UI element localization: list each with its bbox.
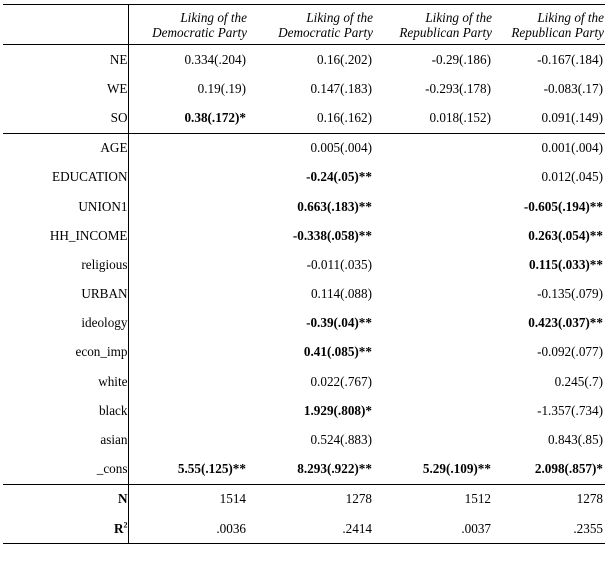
table-cell	[128, 396, 248, 425]
row-label	[3, 455, 128, 485]
row-label-text: WE	[106, 80, 128, 96]
row-label-text: SO	[110, 109, 128, 125]
row-label	[3, 45, 128, 75]
column-header	[493, 5, 605, 45]
table-cell: 0.022(.767)	[310, 373, 372, 389]
table-cell: 8.293(.922)**	[248, 455, 374, 485]
column-header-line1: Liking of the	[306, 10, 373, 25]
row-label-text: R	[113, 520, 124, 536]
table-cell: -0.29(.186)	[431, 51, 491, 67]
row-label	[3, 192, 128, 221]
column-header-line2: Democratic Party	[152, 25, 247, 40]
table-cell: 0.001(.004)	[541, 140, 603, 156]
row-label-text: _cons	[96, 461, 128, 477]
regression-table	[3, 4, 605, 544]
row-label-text: white	[98, 373, 128, 389]
table-cell: 1278	[345, 491, 372, 507]
table-row	[3, 133, 605, 163]
table-cell	[128, 309, 248, 338]
table-cell: 1.929(.808)*	[303, 402, 372, 418]
table-row	[3, 163, 605, 192]
table-cell	[128, 221, 248, 250]
table-cell	[374, 163, 493, 192]
row-label-text: econ_imp	[75, 344, 128, 360]
column-header-line1: Liking of the	[537, 10, 604, 25]
header-stub	[3, 5, 128, 45]
row-label-text: NE	[109, 51, 128, 67]
table-cell: 5.29(.109)**	[374, 455, 493, 485]
table-cell	[128, 192, 248, 221]
table-row	[3, 309, 605, 338]
table-cell: 0.19(.19)	[197, 80, 246, 96]
row-label-text: asian	[100, 432, 128, 448]
row-label	[3, 74, 128, 103]
table-cell: 0.018(.152)	[374, 103, 493, 133]
column-header	[128, 5, 248, 45]
column-header-line2: Democratic Party	[278, 25, 373, 40]
row-label-text: N	[117, 491, 128, 507]
table-cell: 0.38(.172)*	[128, 103, 248, 133]
table-cell: 1278	[576, 491, 603, 507]
row-label-text: URBAN	[81, 286, 128, 302]
table-cell: 0.843(.85)	[548, 432, 603, 448]
table-cell: -0.24(.05)**	[306, 169, 372, 185]
table-cell	[128, 367, 248, 396]
table-cell: -0.605(.194)**	[523, 198, 603, 214]
table-cell: -0.135(.079)	[537, 286, 603, 302]
table-cell: 0.524(.883)	[310, 432, 372, 448]
table-cell: 0.41(.085)**	[303, 344, 372, 360]
table-cell: .2414	[248, 514, 374, 544]
table-row	[3, 484, 605, 514]
table-cell: 0.114(.088)	[310, 286, 372, 302]
table-row	[3, 425, 605, 454]
table-cell: 0.115(.033)**	[529, 256, 603, 272]
row-label-text: religious	[81, 256, 128, 272]
row-label	[3, 309, 128, 338]
table-cell: 0.005(.004)	[310, 140, 372, 156]
table-row	[3, 192, 605, 221]
table-cell: .0037	[374, 514, 493, 544]
table-cell: 5.55(.125)**	[128, 455, 248, 485]
table-cell: 0.263(.054)**	[528, 227, 603, 243]
table-cell: -0.083(.17)	[543, 80, 603, 96]
table-row	[3, 514, 605, 544]
table-cell: -0.011(.035)	[306, 256, 372, 272]
column-header	[374, 5, 493, 45]
table-row	[3, 103, 605, 133]
row-label	[3, 425, 128, 454]
table-cell: -0.167(.184)	[537, 51, 603, 67]
table-row	[3, 45, 605, 75]
row-label-text: EDUCATION	[52, 169, 128, 185]
table-cell	[128, 163, 248, 192]
table-row	[3, 338, 605, 367]
table-cell	[128, 133, 248, 163]
row-label-text: AGE	[100, 140, 128, 156]
table-cell	[374, 425, 493, 454]
table-body	[3, 45, 605, 544]
table-cell: 0.012(.045)	[541, 169, 603, 185]
table-cell: .0036	[128, 514, 248, 544]
table-cell: -0.338(.058)**	[292, 227, 372, 243]
table-row	[3, 250, 605, 279]
row-label	[3, 338, 128, 367]
table-cell: -0.092(.077)	[537, 344, 603, 360]
row-label	[3, 250, 128, 279]
row-label	[3, 484, 128, 514]
table-cell	[374, 221, 493, 250]
table-cell: .2355	[493, 514, 605, 544]
table-cell: -1.357(.734)	[537, 402, 603, 418]
table-cell	[374, 396, 493, 425]
table-cell	[128, 425, 248, 454]
row-label	[3, 396, 128, 425]
table-cell	[374, 250, 493, 279]
column-header-line2: Republican Party	[399, 25, 492, 40]
table-cell: 0.663(.183)**	[297, 198, 372, 214]
table-cell	[374, 367, 493, 396]
column-header	[248, 5, 374, 45]
row-label-text: UNION1	[78, 198, 128, 214]
row-label	[3, 367, 128, 396]
table-cell: 0.16(.202)	[317, 51, 372, 67]
table-cell: 0.423(.037)**	[528, 315, 603, 331]
table-cell	[128, 338, 248, 367]
row-label	[3, 221, 128, 250]
table-row	[3, 455, 605, 485]
row-label-text: ideology	[81, 315, 128, 331]
row-label-text: black	[98, 402, 128, 418]
table-row	[3, 280, 605, 309]
table-row	[3, 367, 605, 396]
table-cell	[374, 309, 493, 338]
table-cell: 2.098(.857)*	[493, 455, 605, 485]
table-cell	[128, 280, 248, 309]
column-header-line1: Liking of the	[180, 10, 247, 25]
row-label	[3, 103, 128, 133]
row-label	[3, 280, 128, 309]
row-label	[3, 133, 128, 163]
table-cell: 1512	[464, 491, 491, 507]
table-cell: 0.091(.149)	[493, 103, 605, 133]
column-header-line1: Liking of the	[425, 10, 492, 25]
table-cell	[374, 280, 493, 309]
table-cell: -0.39(.04)**	[306, 315, 372, 331]
table-cell: 0.16(.162)	[248, 103, 374, 133]
row-label	[3, 514, 128, 544]
table-cell: 0.334(.204)	[184, 51, 246, 67]
table-cell: 1514	[219, 491, 246, 507]
table-cell: 0.147(.183)	[310, 80, 372, 96]
table-cell: 0.245(.7)	[554, 373, 603, 389]
table-row	[3, 221, 605, 250]
table-cell	[374, 133, 493, 163]
row-label	[3, 163, 128, 192]
table-row	[3, 396, 605, 425]
column-header-line2: Republican Party	[511, 25, 604, 40]
row-label-superscript: 2	[123, 520, 128, 530]
table-cell: -0.293(.178)	[425, 80, 491, 96]
table-cell	[374, 192, 493, 221]
table-cell	[128, 250, 248, 279]
table-cell	[374, 338, 493, 367]
table-row	[3, 74, 605, 103]
header-row	[3, 5, 605, 45]
row-label-text: HH_INCOME	[49, 227, 128, 243]
